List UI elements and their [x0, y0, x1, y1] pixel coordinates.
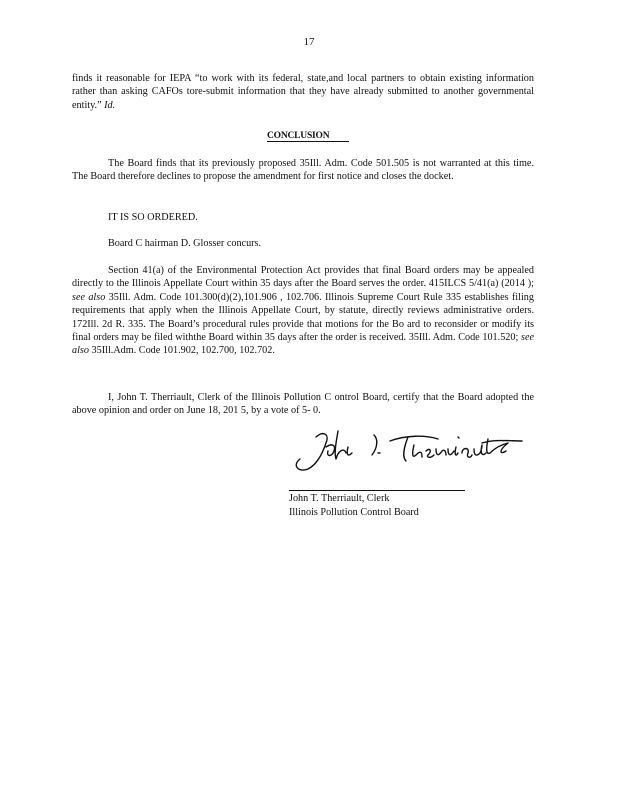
see-also-signal: see also: [72, 332, 534, 357]
page-number: 17: [303, 36, 315, 48]
appeal-text-part1: Section 41(a) of the Environmental Protection Act provides that final Board orders may be appealed directly to the Illinois Appellate Court within 35 days after the Board serves the order. 415ILCS 5/41(a) (2014 );: [72, 265, 534, 290]
appeal-rights-paragraph: [72, 264, 534, 358]
clerk-name: John T. Therriault, Clerk: [289, 493, 390, 504]
id-citation: Id.: [104, 99, 116, 111]
board-name: Illinois Pollution Control Board: [289, 507, 419, 518]
clerk-certification: I, John T. Therriault, Clerk of the Illinois Pollution C ontrol Board, certify that the Board adopted the above opinion and order on June 18, 201 5, by a vote of 5- 0.: [72, 392, 534, 417]
handwritten-signature: [286, 425, 536, 485]
order-statement: IT IS SO ORDERED.: [108, 212, 198, 223]
see-also-signal: see also: [72, 291, 106, 303]
appeal-text-part2: 35Ill. Adm. Code 101.300(d)(2),101.906 , 102.706. Illinois Supreme Court Rule 335 establishes filing requirements that apply when the Illinois Appellate Court, by statute, directly reviews administrative orders. 172Ill. 2d R. 335. The Board’s procedural rules provide that motions for the Bo ard to reconsider or modify its final orders may be filed withthe Board within 35 days after the order is received. 35Ill. Adm. Code 101.520;: [72, 291, 534, 344]
appeal-text-part3: 35Ill.Adm. Code 101.902, 102.700, 102.702.: [91, 345, 275, 357]
heading-underline: [267, 141, 349, 142]
chairman-concurrence: Board C hairman D. Glosser concurs.: [108, 238, 262, 249]
opinion-paragraph-continued: [72, 72, 534, 112]
conclusion-paragraph: The Board finds that its previously proposed 35Ill. Adm. Code 501.505 is not warranted at this time. The Board therefore declines to propose the amendment for first notice and closes the docket.: [72, 158, 534, 183]
paragraph-text: finds it reasonable for IEPA “to work with its federal, state,and local partners to obtain existing information rather than asking CAFOs tore-submit information that they have already submitted to another governmental entity.”: [72, 73, 534, 111]
section-heading-conclusion: CONCLUSION: [267, 131, 330, 141]
signature-line: [289, 490, 465, 491]
